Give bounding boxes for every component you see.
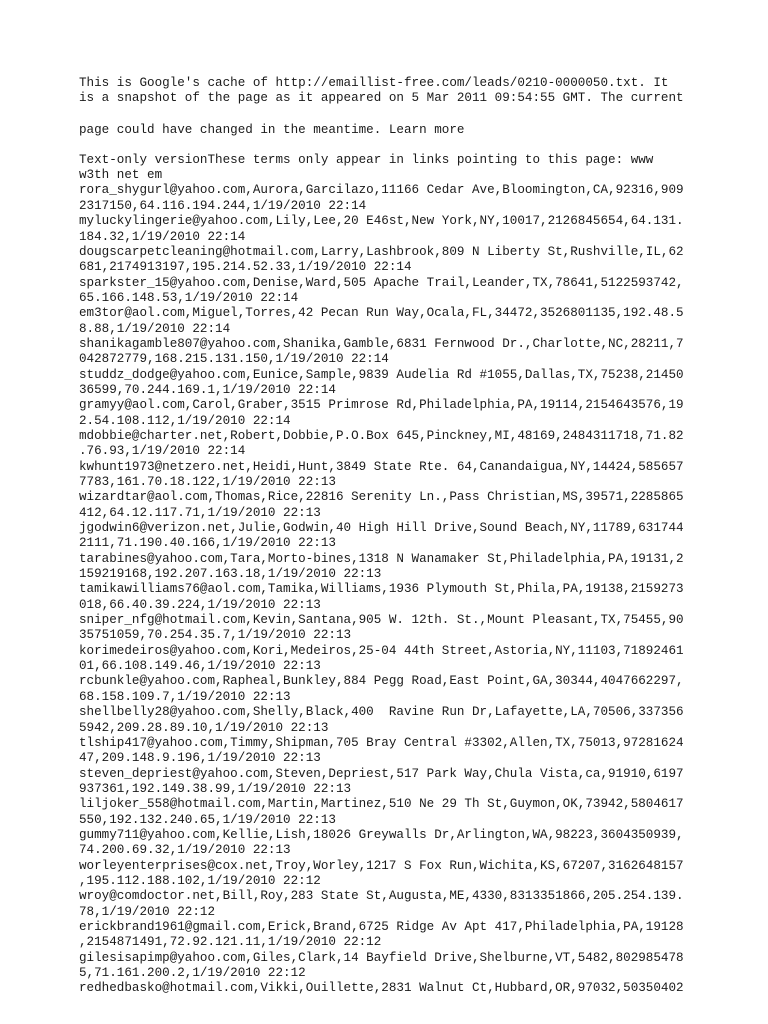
record-line: 184.32,1/19/2010 22:14 <box>79 229 246 244</box>
record-line: 2317150,64.116.194.244,1/19/2010 22:14 <box>79 198 367 213</box>
record-line: worleyenterprises@cox.net,Troy,Worley,1217 S Fox Run,Wichita,KS,67207,3162648157 <box>79 858 684 873</box>
record-line: 68.158.109.7,1/19/2010 22:13 <box>79 689 291 704</box>
record-line: shanikagamble807@yahoo.com,Shanika,Gamble,6831 Fernwood Dr.,Charlotte,NC,28211,7 <box>79 336 684 351</box>
cache-notice-line: This is Google's cache of http://emaillist-free.com/leads/0210-0000050.txt. It <box>79 76 669 90</box>
record-line: 5942,209.28.89.10,1/19/2010 22:13 <box>79 720 329 735</box>
record-line: jgodwin6@verizon.net,Julie,Godwin,40 High Hill Drive,Sound Beach,NY,11789,631744 <box>79 521 684 536</box>
record-line: steven_depriest@yahoo.com,Steven,Depriest,517 Park Way,Chula Vista,ca,91910,6197 <box>79 766 684 781</box>
record-line: gilesisapimp@yahoo.com,Giles,Clark,14 Bayfield Drive,Shelburne,VT,5482,802985478 <box>79 950 684 965</box>
record-line: 47,209.148.9.196,1/19/2010 22:13 <box>79 751 321 766</box>
record-line: tlship417@yahoo.com,Timmy,Shipman,705 Bray Central #3302,Allen,TX,75013,97281624 <box>79 735 684 750</box>
record-line: ,2154871491,72.92.121.11,1/19/2010 22:12 <box>79 935 382 950</box>
record-line: 018,66.40.39.224,1/19/2010 22:13 <box>79 597 321 612</box>
record-line: 8.88,1/19/2010 22:14 <box>79 321 231 336</box>
record-line: ,195.112.188.102,1/19/2010 22:12 <box>79 873 321 888</box>
record-line: .76.93,1/19/2010 22:14 <box>79 444 246 459</box>
records-list <box>79 183 699 996</box>
record-line: mdobbie@charter.net,Robert,Dobbie,P.O.Box 645,Pinckney,MI,48169,2484311718,71.82 <box>79 428 684 443</box>
record-line: 65.166.148.53,1/19/2010 22:14 <box>79 290 299 305</box>
record-line: 937361,192.149.38.99,1/19/2010 22:13 <box>79 781 352 796</box>
record-line: sparkster_15@yahoo.com,Denise,Ward,505 Apache Trail,Leander,TX,78641,5122593742, <box>79 275 684 290</box>
record-line: em3tor@aol.com,Miguel,Torres,42 Pecan Run Way,Ocala,FL,34472,3526801135,192.48.5 <box>79 306 684 321</box>
record-line: 74.200.69.32,1/19/2010 22:13 <box>79 843 291 858</box>
record-line: 2.54.108.112,1/19/2010 22:14 <box>79 413 291 428</box>
record-line: erickbrand1961@gmail.com,Erick,Brand,6725 Ridge Av Apt 417,Philadelphia,PA,19128 <box>79 919 684 934</box>
record-line: 78,1/19/2010 22:12 <box>79 904 216 919</box>
text-only-notice <box>79 153 699 184</box>
record-line: sniper_nfg@hotmail.com,Kevin,Santana,905 W. 12th. St.,Mount Pleasant,TX,75455,90 <box>79 613 684 628</box>
record-line: myluckylingerie@yahoo.com,Lily,Lee,20 E46st,New York,NY,10017,2126845654,64.131. <box>79 214 684 229</box>
record-line: 159219168,192.207.163.18,1/19/2010 22:13 <box>79 567 382 582</box>
record-line: 412,64.12.117.71,1/19/2010 22:13 <box>79 505 321 520</box>
record-line: 2111,71.190.40.166,1/19/2010 22:13 <box>79 536 336 551</box>
record-line: tamikawilliams76@aol.com,Tamika,Williams,1936 Plymouth St,Phila,PA,19138,2159273 <box>79 582 684 597</box>
record-line: dougscarpetcleaning@hotmail.com,Larry,Lashbrook,809 N Liberty St,Rushville,IL,62 <box>79 244 684 259</box>
cached-document <box>79 76 699 997</box>
text-only-notice-line: w3th net em <box>79 168 163 183</box>
record-line: 01,66.108.149.46,1/19/2010 22:13 <box>79 659 321 674</box>
record-line: gummy711@yahoo.com,Kellie,Lish,18026 Greywalls Dr,Arlington,WA,98223,3604350939, <box>79 827 684 842</box>
record-line: 7783,161.70.18.122,1/19/2010 22:13 <box>79 475 336 490</box>
record-line: rora_shygurl@yahoo.com,Aurora,Garcilazo,11166 Cedar Ave,Bloomington,CA,92316,909 <box>79 183 684 198</box>
record-line: 681,2174913197,195.214.52.33,1/19/2010 22:14 <box>79 260 412 275</box>
record-line: 042872779,168.215.131.150,1/19/2010 22:14 <box>79 352 389 367</box>
record-line: liljoker_558@hotmail.com,Martin,Martinez,510 Ne 29 Th St,Guymon,OK,73942,5804617 <box>79 797 684 812</box>
record-line: wroy@comdoctor.net,Bill,Roy,283 State St,Augusta,ME,4330,8313351866,205.254.139. <box>79 889 684 904</box>
record-line: redhedbasko@hotmail.com,Vikki,Ouillette,2831 Walnut Ct,Hubbard,OR,97032,50350402 <box>79 981 684 996</box>
record-line: gramyy@aol.com,Carol,Graber,3515 Primrose Rd,Philadelphia,PA,19114,2154643576,19 <box>79 398 684 413</box>
record-line: 5,71.161.200.2,1/19/2010 22:12 <box>79 966 306 981</box>
cache-notice-continuation: page could have changed in the meantime. Learn more <box>79 122 465 137</box>
record-line: kwhunt1973@netzero.net,Heidi,Hunt,3849 State Rte. 64,Canandaigua,NY,14424,585657 <box>79 459 684 474</box>
record-line: 35751059,70.254.35.7,1/19/2010 22:13 <box>79 628 352 643</box>
cache-notice-line: is a snapshot of the page as it appeared on 5 Mar 2011 09:54:55 GMT. The current <box>79 91 684 106</box>
record-line: korimedeiros@yahoo.com,Kori,Medeiros,25-04 44th Street,Astoria,NY,11103,71892461 <box>79 643 684 658</box>
record-line: tarabines@yahoo.com,Tara,Morto-bines,1318 N Wanamaker St,Philadelphia,PA,19131,2 <box>79 551 684 566</box>
record-line: rcbunkle@yahoo.com,Rapheal,Bunkley,884 Pegg Road,East Point,GA,30344,4047662297, <box>79 674 684 689</box>
cache-notice <box>79 76 699 138</box>
record-line: studdz_dodge@yahoo.com,Eunice,Sample,9839 Audelia Rd #1055,Dallas,TX,75238,21450 <box>79 367 684 382</box>
record-line: 36599,70.244.169.1,1/19/2010 22:14 <box>79 382 336 397</box>
text-only-notice-line: Text-only versionThese terms only appear in links pointing to this page: www <box>79 152 654 167</box>
record-line: shellbelly28@yahoo.com,Shelly,Black,400 Ravine Run Dr,Lafayette,LA,70506,337356 <box>79 705 684 720</box>
record-line: wizardtar@aol.com,Thomas,Rice,22816 Serenity Ln.,Pass Christian,MS,39571,2285865 <box>79 490 684 505</box>
record-line: 550,192.132.240.65,1/19/2010 22:13 <box>79 812 336 827</box>
